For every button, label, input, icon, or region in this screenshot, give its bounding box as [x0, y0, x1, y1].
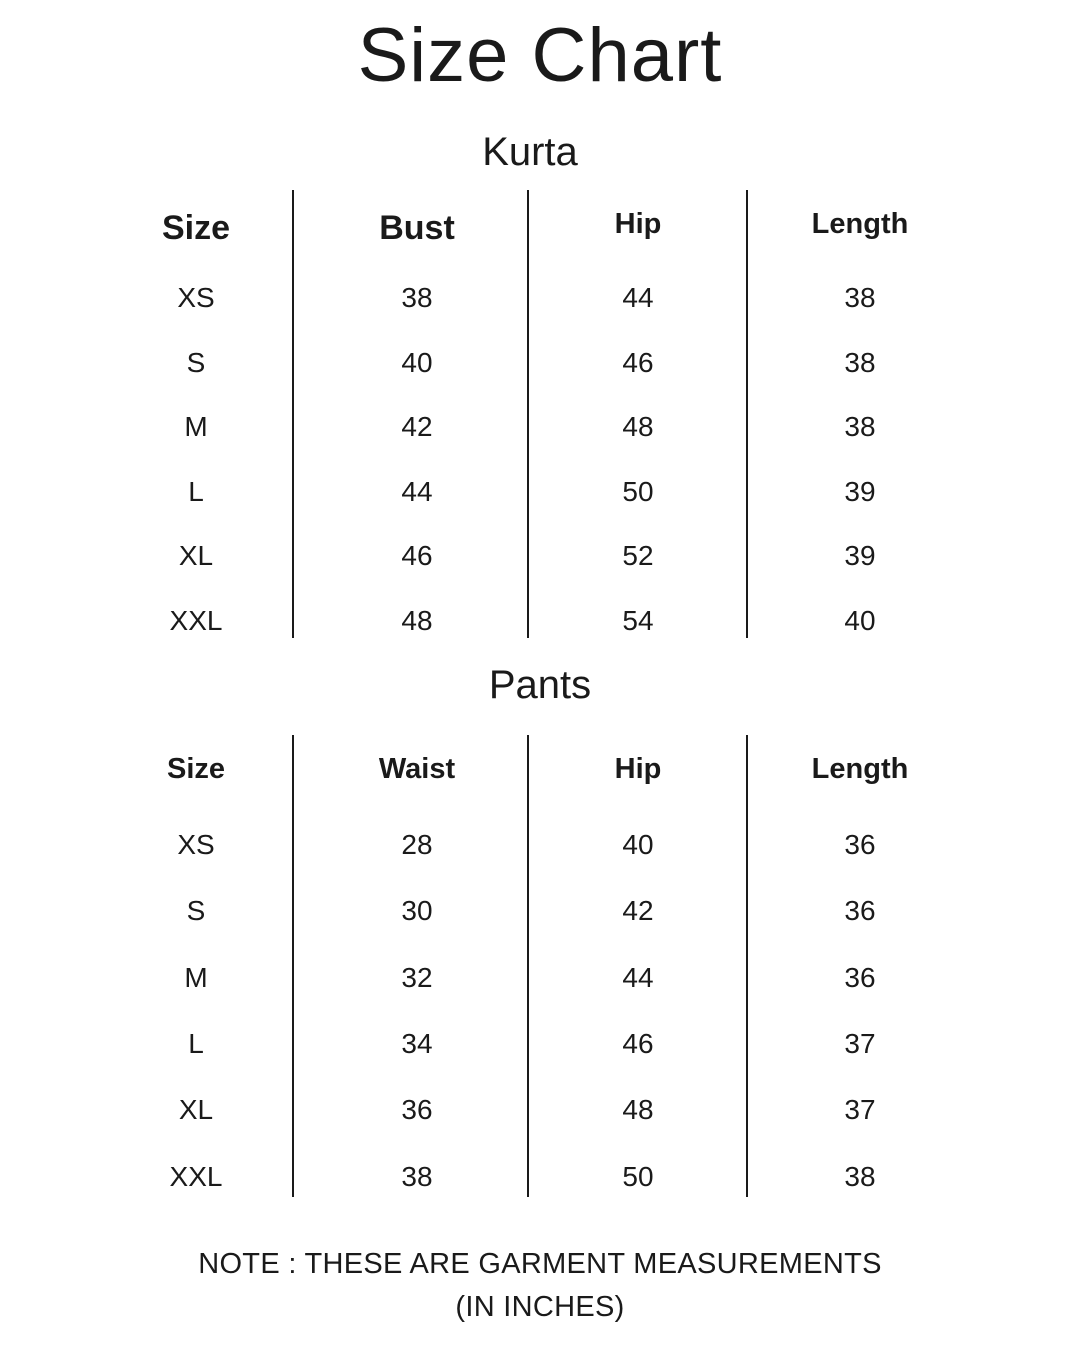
- size-label: XXL: [169, 604, 223, 636]
- measurement-value: 36: [844, 895, 876, 927]
- measurement-value: 40: [844, 604, 876, 636]
- kurta-section-title: Kurta: [482, 130, 578, 174]
- measurement-value: 44: [622, 961, 654, 993]
- measurement-value: 46: [622, 346, 654, 378]
- measurement-value: 36: [844, 961, 876, 993]
- measurement-value: 50: [622, 475, 654, 507]
- size-label: M: [184, 961, 208, 993]
- note-line-2: (IN INCHES): [455, 1291, 625, 1323]
- measurement-value: 36: [401, 1094, 433, 1126]
- column-header: Waist: [378, 753, 456, 785]
- column-divider: [527, 735, 529, 1197]
- measurement-value: 30: [401, 895, 433, 927]
- measurement-value: 32: [401, 961, 433, 993]
- measurement-value: 34: [401, 1027, 433, 1059]
- size-label: XL: [178, 1094, 214, 1126]
- size-label: S: [186, 346, 206, 378]
- size-label: L: [188, 1027, 204, 1059]
- measurement-value: 42: [622, 895, 654, 927]
- measurement-value: 40: [401, 346, 433, 378]
- measurement-value: 38: [401, 1160, 433, 1192]
- size-label: XL: [178, 540, 214, 571]
- column-divider: [746, 190, 748, 638]
- column-header: Bust: [379, 209, 455, 247]
- measurement-value: 46: [622, 1027, 654, 1059]
- measurement-note: [0, 1243, 1080, 1329]
- measurement-value: 44: [622, 282, 654, 313]
- column-header: Hip: [614, 208, 662, 240]
- measurement-value: 39: [844, 540, 876, 571]
- column-header: Size: [161, 209, 231, 247]
- measurement-value: 48: [401, 604, 433, 636]
- measurement-value: 48: [622, 411, 654, 442]
- column-header: Length: [811, 208, 909, 240]
- column-header: Hip: [614, 753, 662, 785]
- measurement-value: 54: [622, 604, 654, 636]
- size-label: XXL: [169, 1160, 223, 1192]
- pants-section-title: Pants: [488, 663, 592, 707]
- measurement-value: 48: [622, 1094, 654, 1126]
- size-label: S: [186, 895, 206, 927]
- column-divider: [527, 190, 529, 638]
- size-label: XS: [177, 829, 215, 860]
- column-divider: [292, 190, 294, 638]
- column-divider: [746, 735, 748, 1197]
- measurement-value: 50: [622, 1160, 654, 1192]
- pants-size-table: [85, 735, 995, 1197]
- measurement-value: 52: [622, 540, 654, 571]
- size-label: XS: [177, 282, 215, 313]
- kurta-size-table: [85, 190, 995, 638]
- measurement-value: 38: [401, 282, 433, 313]
- measurement-value: 38: [844, 1160, 876, 1192]
- measurement-value: 37: [844, 1027, 876, 1059]
- column-header: Length: [811, 753, 909, 785]
- measurement-value: 40: [622, 829, 654, 860]
- measurement-value: 39: [844, 475, 876, 507]
- measurement-value: 44: [401, 475, 433, 507]
- measurement-value: 46: [401, 540, 433, 571]
- measurement-value: 38: [844, 282, 876, 313]
- measurement-value: 42: [401, 411, 433, 442]
- measurement-value: 36: [844, 829, 876, 860]
- column-divider: [292, 735, 294, 1197]
- size-label: L: [188, 475, 204, 507]
- column-header: Size: [166, 753, 226, 785]
- measurement-value: 38: [844, 411, 876, 442]
- measurement-value: 37: [844, 1094, 876, 1126]
- page-title: Size Chart: [357, 13, 723, 98]
- size-label: M: [184, 411, 208, 442]
- measurement-value: 28: [401, 829, 433, 860]
- measurement-value: 38: [844, 346, 876, 378]
- note-line-1: NOTE : THESE ARE GARMENT MEASUREMENTS: [198, 1248, 882, 1280]
